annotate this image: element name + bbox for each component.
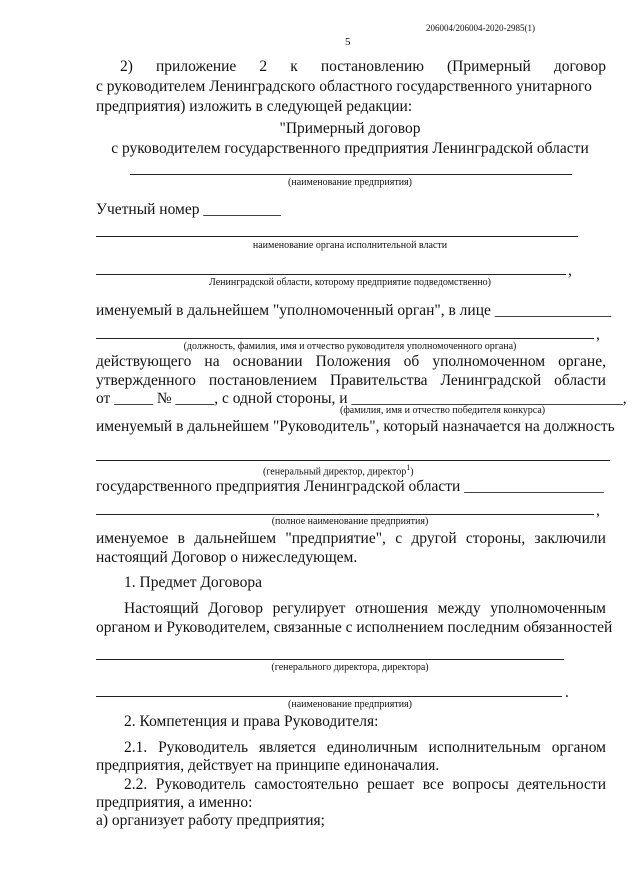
state-enterprise-text: государственного предприятия Ленинградской области __________________ (96, 478, 604, 495)
word: постановлением (208, 372, 318, 389)
enterprise-name-caption-2: (наименование предприятия) (288, 699, 412, 710)
word: Положения (315, 353, 391, 370)
authority-caption-1: наименование органа исполнительной власти (252, 240, 448, 251)
winner-caption: (фамилия, имя и отчество победителя конкурса) (340, 405, 546, 416)
section-2-2-line-2: предприятия, а именно: (96, 794, 253, 811)
document-id: 206004/206004-2020-2985(1) (426, 23, 535, 33)
word: самостоятельно (254, 776, 359, 793)
word: уполномоченном (432, 353, 546, 370)
word: с (395, 530, 403, 547)
word: Настоящий (124, 600, 199, 617)
intro-line-3: предприятия) изложить в следующей редакции: (96, 98, 413, 115)
authority-line-2[interactable] (96, 274, 566, 275)
word: все (422, 776, 444, 793)
section-2-1-line-2: предприятия, действует на принципе единоначалия. (96, 757, 440, 774)
word: единоличным (326, 739, 418, 756)
intro-line-2: с руководителем Ленинградского областного государственного унитарного (96, 78, 592, 95)
word: другой (411, 530, 457, 547)
word: органе, (558, 353, 606, 370)
section-2-1-line-1 (124, 739, 606, 757)
word: стороны, (465, 530, 526, 547)
authorized-body-text: именуемый в дальнейшем "уполномоченный орган", в лице _______________ (96, 302, 612, 319)
word: деятельности (517, 776, 606, 793)
word: отношения (355, 600, 428, 617)
footnote-marker: 1 (406, 463, 411, 472)
word: вопросы (452, 776, 509, 793)
word: уполномоченным (490, 600, 606, 617)
authority-caption-2: Ленинградской области, которому предприятие подведомственно) (209, 277, 491, 288)
enterprise-named-line (96, 530, 606, 548)
page-number: 5 (345, 36, 351, 48)
word: договор (553, 58, 606, 75)
word: приложение (156, 58, 237, 75)
word: (Примерный (447, 58, 531, 75)
enterprise-name-caption: (наименование предприятия) (288, 177, 412, 188)
word: постановлению (320, 58, 424, 75)
section-1-para-line-2: органом и Руководителем, связанные с исполнением последним обязанностей (96, 619, 613, 636)
comma: , (568, 262, 572, 279)
comma: , (596, 502, 600, 519)
word: регулирует (272, 600, 346, 617)
word: в (177, 530, 185, 547)
word: исполнительным (428, 739, 541, 756)
section-2-item-a: а) организует работу предприятия; (96, 812, 325, 829)
word: основании (232, 353, 303, 370)
word: Правительства (330, 372, 428, 389)
section-1-para-line-1 (124, 600, 606, 618)
director-position-caption: (генеральный директор, директор$^1$) (263, 463, 414, 478)
intro-line-1 (120, 58, 606, 76)
enterprise-name-line[interactable] (130, 174, 572, 175)
word: 2.1. (124, 739, 148, 756)
word: утвержденного (96, 372, 196, 389)
authority-line[interactable] (96, 236, 578, 237)
section-2-heading: 2. Компетенция и права Руководителя: (124, 713, 379, 730)
word: "предприятие", (285, 530, 386, 547)
section-2-2-line-1 (124, 776, 606, 794)
director-gen-line[interactable] (96, 659, 564, 660)
word: является (258, 739, 316, 756)
enterprise-named-line-2: настоящий Договор о нижеследующем. (96, 549, 358, 566)
position-line[interactable] (96, 338, 594, 339)
word: именуемое (96, 530, 169, 547)
word: Руководитель (158, 739, 249, 756)
word: на (204, 353, 220, 370)
full-enterprise-line[interactable] (96, 514, 594, 515)
word: области (554, 372, 606, 389)
director-position-line[interactable] (96, 460, 610, 461)
word: к (290, 58, 298, 75)
full-enterprise-caption: (полное наименование предприятия) (271, 516, 429, 527)
word: между (437, 600, 481, 617)
position-caption: (должность, фамилия, имя и отчество руководителя уполномоченного органа) (183, 341, 517, 352)
head-named-text: именуемый в дальнейшем "Руководитель", который назначается на должность (96, 418, 615, 435)
word: об (403, 353, 420, 370)
word: заключили (534, 530, 606, 547)
word: 2.2. (124, 776, 148, 793)
enterprise-name-line-2[interactable] (96, 696, 562, 697)
acting-line (96, 353, 606, 371)
director-gen-caption: (генерального директора, директора) (271, 662, 429, 673)
word: Руководитель (155, 776, 246, 793)
word: действующего (96, 353, 192, 370)
word: решает (367, 776, 415, 793)
word: Ленинградской (440, 372, 542, 389)
account-number: Учетный номер __________ (96, 201, 281, 218)
word: дальнейшем (194, 530, 277, 547)
word: Договор (208, 600, 264, 617)
word: 2 (259, 58, 268, 75)
comma: , (596, 326, 600, 343)
contract-subtitle: с руководителем государственного предприятия Ленинградской области (111, 140, 589, 157)
word: 2) (120, 58, 133, 75)
from-line: от _____ № _____, с одной стороны, и ___________________________________, (96, 390, 627, 407)
approved-line (96, 372, 606, 390)
word: органом (551, 739, 606, 756)
period: . (565, 684, 569, 701)
contract-title: "Примерный договор (279, 120, 421, 137)
section-1-heading: 1. Предмет Договора (124, 574, 262, 591)
